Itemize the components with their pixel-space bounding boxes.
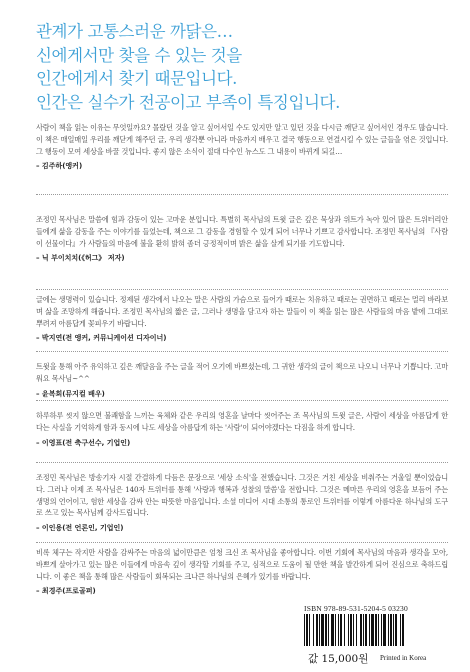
endorsement xyxy=(36,122,448,171)
endorsement xyxy=(36,294,448,343)
headline-line: 인간에게서 찾기 때문입니다. xyxy=(36,69,238,88)
printed-label: Printed in Korea xyxy=(380,654,427,662)
headline-line: 신에게서만 찾을 수 있는 것을 xyxy=(36,45,242,65)
endorsement-author: – 김주하(앵커) xyxy=(36,162,83,171)
barcode xyxy=(304,614,442,646)
headline xyxy=(36,20,456,114)
endorsement xyxy=(36,547,448,596)
endorsement xyxy=(36,472,448,533)
endorsement xyxy=(36,214,448,263)
endorsement-text: 조정민 목사님은 방송기자 시절 간결하게 다듬은 문장으로 '세상 소식'을 전했습니다. 그것은 거친 세상을 비춰주는 거울일 뿐이었습니다. 그러나 이제 조 목사님은 140자 트위터를 통해 '사랑과 행복과 성찰의 말씀'을 전합니다. 그것은 메마른 우리의 영혼을 보듬어 주는 생명의 언어이고, 험한 세상을 감싸 안는 따뜻한 마음입니다. 소셜 미디어 시대 소통의 통로인 트위터를 이렇게 아름다운 하나님의 도구로 쓰고 있는 목사님께 감사드립니다. xyxy=(36,473,448,518)
endorsement-author: – 최경주(프로골퍼) xyxy=(36,587,96,596)
divider xyxy=(36,194,448,195)
endorsement-text: 글에는 생명력이 있습니다. 정제된 생각에서 나오는 말은 사람의 가슴으로 들어가 때로는 치유하고 때로는 권면하고 때로는 멀리 바라보며 삶을 조망하게 해줍니다. 조정민 목사님의 짧은 글, 그러나 생명을 담고자 하는 말들이 이 책을 읽는 많은 사람들의 마음 밭에 그대로 뿌려져 아름답게 꽃피우기 바랍니다. xyxy=(36,295,448,328)
endorsement-author: – 닉 부이치치(《허그》 저자) xyxy=(36,254,125,263)
divider xyxy=(36,542,448,543)
divider xyxy=(36,289,448,290)
endorsement-author: – 이인용(전 언론인, 기업인) xyxy=(36,524,124,533)
endorsement-author: – 박지연(전 앵커, 커뮤니케이션 디자이너) xyxy=(36,334,167,343)
divider xyxy=(36,462,448,463)
divider xyxy=(36,400,448,401)
endorsement-text: 하루하루 씻지 않으면 불쾌함을 느끼는 육체와 같은 우리의 영혼을 날마다 씻어주는 조 목사님의 트윗 글은, 사람이 세상을 아름답게 한다는 사실을 기억하게 함과 동시에 나도 세상을 아름답게 하는 '사람'이 되어야겠다는 다짐을 하게 합니다. xyxy=(36,411,448,432)
headline-line: 관계가 고통스러운 까닭은… xyxy=(36,22,233,41)
endorsement-text: 조정민 목사님은 말씀에 힘과 감동이 있는 고마운 분입니다. 특별히 목사님의 트윗 글은 깊은 묵상과 위트가 녹아 있어 많은 트위터리안들에게 삶을 감동을 주는 이야기를 들었는데, 책으로 그 감동을 경험할 수 있게 되어 너무나 기쁘고 감사합니다. 조정민 목사님의 『사람이 선물이다』가 사람들의 마음에 불을 환히 밝혀 좀더 긍정적이며 밝은 삶을 살게 되기를 기도합니다. xyxy=(36,215,448,248)
divider xyxy=(36,351,448,352)
isbn-label: ISBN 978-89-531-5204-5 03230 xyxy=(304,604,408,613)
endorsement-text: 비록 체구는 작지만 사람을 감싸주는 마음의 넓이만큼은 엄청 크신 조 목사님을 좋아합니다. 이번 기회에 목사님의 마음과 생각을 모아, 바쁘게 살아가고 있는 많은 이들에게 마음속 깊이 생각할 기회를 주고, 심적으로 도움이 될 만한 책을 발간하게 되어 진심으로 축하드립니다. 이 좋은 책을 통해 많은 사람들이 회복되는 크나큰 하나님의 은혜가 있기를 바랍니다. xyxy=(36,548,448,581)
endorsement xyxy=(36,410,448,448)
price-label: 값 15,000원 xyxy=(308,653,369,665)
endorsement-author: – 윤복희(뮤지컬 배우) xyxy=(36,389,105,398)
endorsement-text: 트윗을 통해 아주 유익하고 깊은 깨달음을 주는 글을 적어 오기에 바쁘셨는데, 그 귀한 생각의 글이 책으로 나오니 너무나 기쁩니다. 고마워요 목사님~^^ xyxy=(36,362,448,383)
endorsement-text: 사람이 책을 읽는 이유는 무엇일까요? 몰랐던 것을 알고 싶어서일 수도 있지만 알고 있던 것을 다시금 깨닫고 싶어서인 경우도 많습니다. 이 책은 매일매일 우리를 깨닫게 해주던 글, 우리 생각뿐 아니라 마음까지 배우고 결국 행동으로 연결시킬 수 있는 글들을 엮은 것입니다. 그 행동이 모여 세상을 바꿀 것입니다. 좋지 않은 소식이 절대 다수인 뉴스도 그 내용이 바뀌게 되길… xyxy=(36,123,448,156)
endorsement-author: – 이영표(전 축구선수, 기업인) xyxy=(36,438,131,447)
endorsement xyxy=(36,361,448,399)
headline-line: 인간은 실수가 전공이고 부족이 특징입니다. xyxy=(36,92,340,112)
